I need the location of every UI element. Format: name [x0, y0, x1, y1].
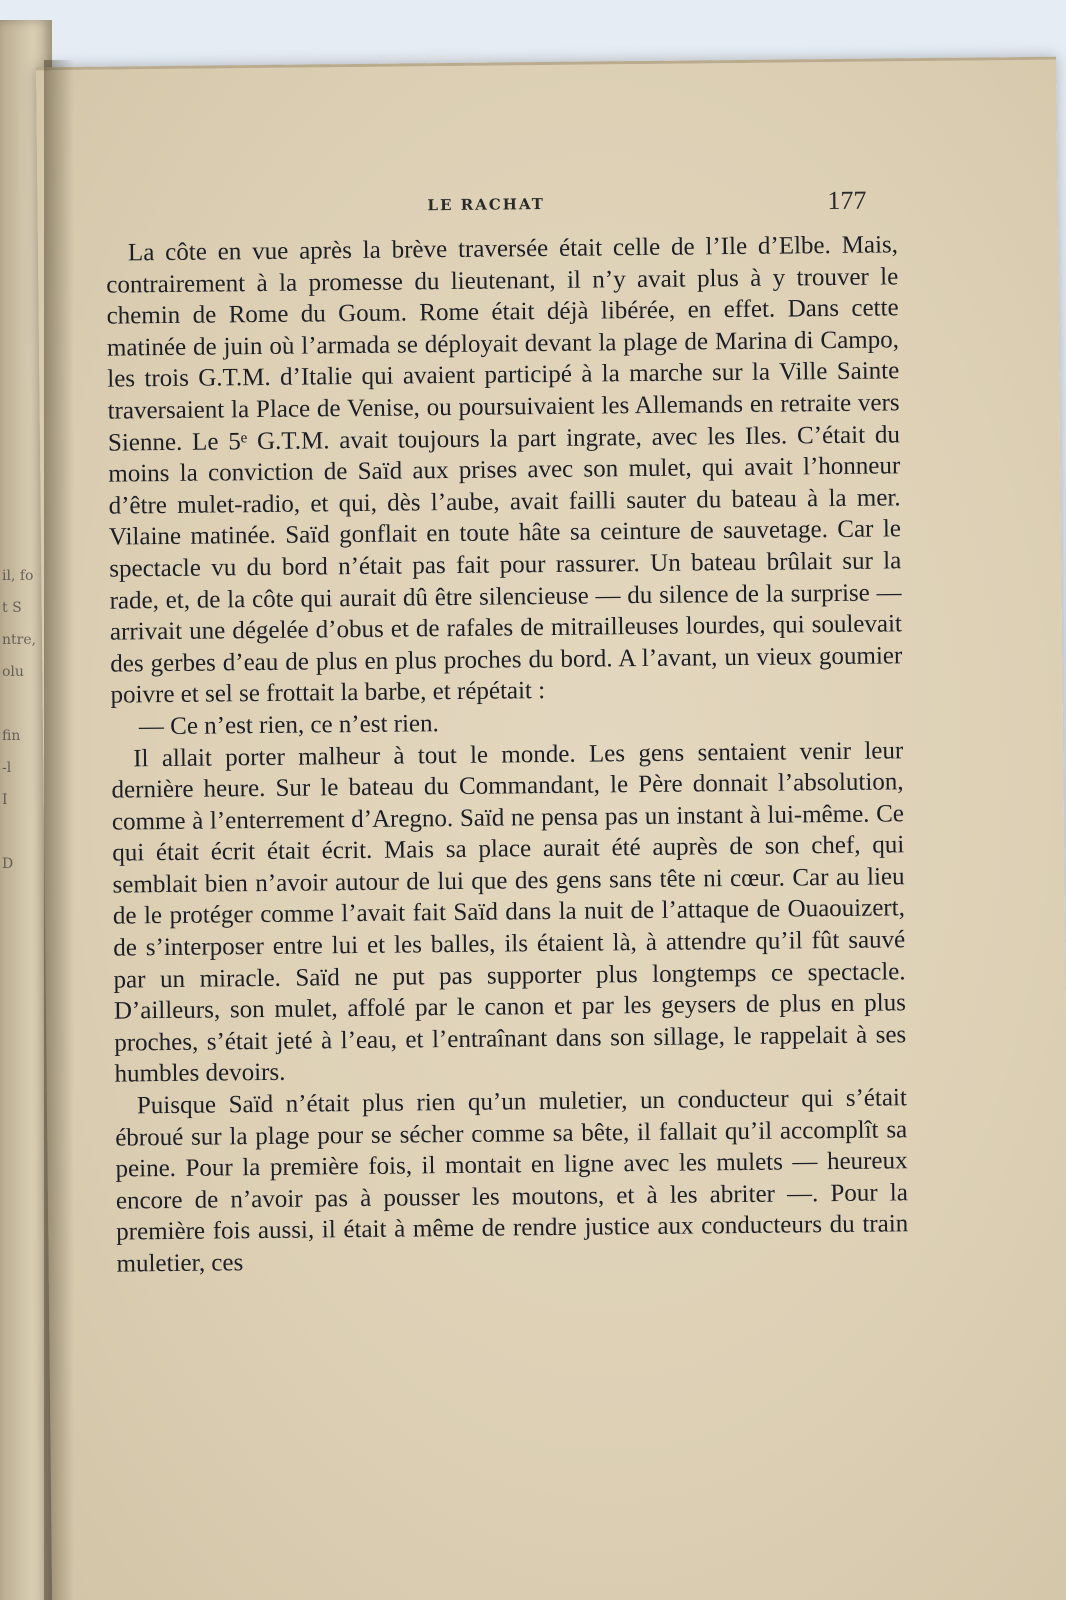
- body-text: [106, 229, 909, 1280]
- paragraph-2: Il allait porter malheur à tout le monde. Les gens sentaient venir leur dernière heure. Sur le bateau du Commandant, le Père donnait l’absolution, comme à l’enterrement d’Aregno. Saïd ne pensa pas un instant à lui-même. Ce qui était écrit était écrit. Mais sa place aurait été auprès de son chef, qui semblait bien n’avoir autour de lui que des gens sans tête ni cœur. Car au lieu de le protéger comme l’avait fait Saïd dans la nuit de l’attaque de Ouaouizert, de s’interposer entre lui et les balles, ils étaient là, à attendre qu’il fût sauvé par un miracle. Saïd ne put pas supporter plus longtemps ce spectacle. D’ailleurs, son mulet, affolé par le canon et par les geysers de plus en plus proches, s’était jeté à l’eau, et l’entraînant dans son sillage, le rappelait à ses humbles devoirs.: [111, 736, 907, 1089]
- gutter-shadow: [44, 60, 74, 1600]
- running-title: LE RACHAT: [427, 195, 545, 215]
- book-page: [36, 57, 1066, 1600]
- paragraph-1: La côte en vue après la brève traversée était celle de l’Ile d’Elbe. Mais, contrairement à la promesse du lieutenant, il n’y avait plus à y trouver le chemin de Rome du Goum. Rome était déjà libérée, en effet. Dans cette matinée de juin où l’armada se déployait devant la plage de Marina di Campo, les trois G.T.M. d’Italie qui avaient participé à la marche sur la Ville Sainte traversaient la Place de Venise, ou poursuivaient les Allemands en retraite vers Sienne. Le 5ᵉ G.T.M. avait toujours la part ingrate, avec les Iles. C’était du moins la conviction de Saïd aux prises avec son mulet, qui avait l’honneur d’être mulet-radio, et qui, dès l’aube, avait failli sauter du bateau à la mer. Vilaine matinée. Saïd gonflait en toute hâte sa ceinture de sauvetage. Car le spectacle vu du bord n’était pas fait pour rassurer. Un bateau brûlait sur la rade, et, de la côte qui aurait dû être silencieuse — du silence de la surprise — arrivait une dégelée d’obus et de rafales de mitrailleuses lourdes, qui soulevait des gerbes d’eau de plus en plus proches du bord. A l’avant, un vieux goumier poivre et sel se frottait la barbe, et répétait :: [106, 231, 903, 709]
- paragraph-3: Puisque Saïd n’était plus rien qu’un muletier, un conducteur qui s’était ébroué sur la plage pour se sécher comme sa bête, il fallait qu’il accomplît sa peine. Pour la première fois, il montait en ligne avec les mulets — heureux encore de n’avoir pas à pousser les moutons, et à les abriter —. Pour la première fois aussi, il était à même de rendre justice aux conducteurs du train muletier, ces: [115, 1084, 909, 1278]
- running-head: [37, 184, 1057, 235]
- dialogue-line: — Ce n’est rien, ce n’est rien.: [138, 710, 439, 741]
- facing-page-fragments: il, fo t S ntre, olu fin -l I D: [2, 568, 37, 872]
- page-number: 177: [827, 185, 867, 216]
